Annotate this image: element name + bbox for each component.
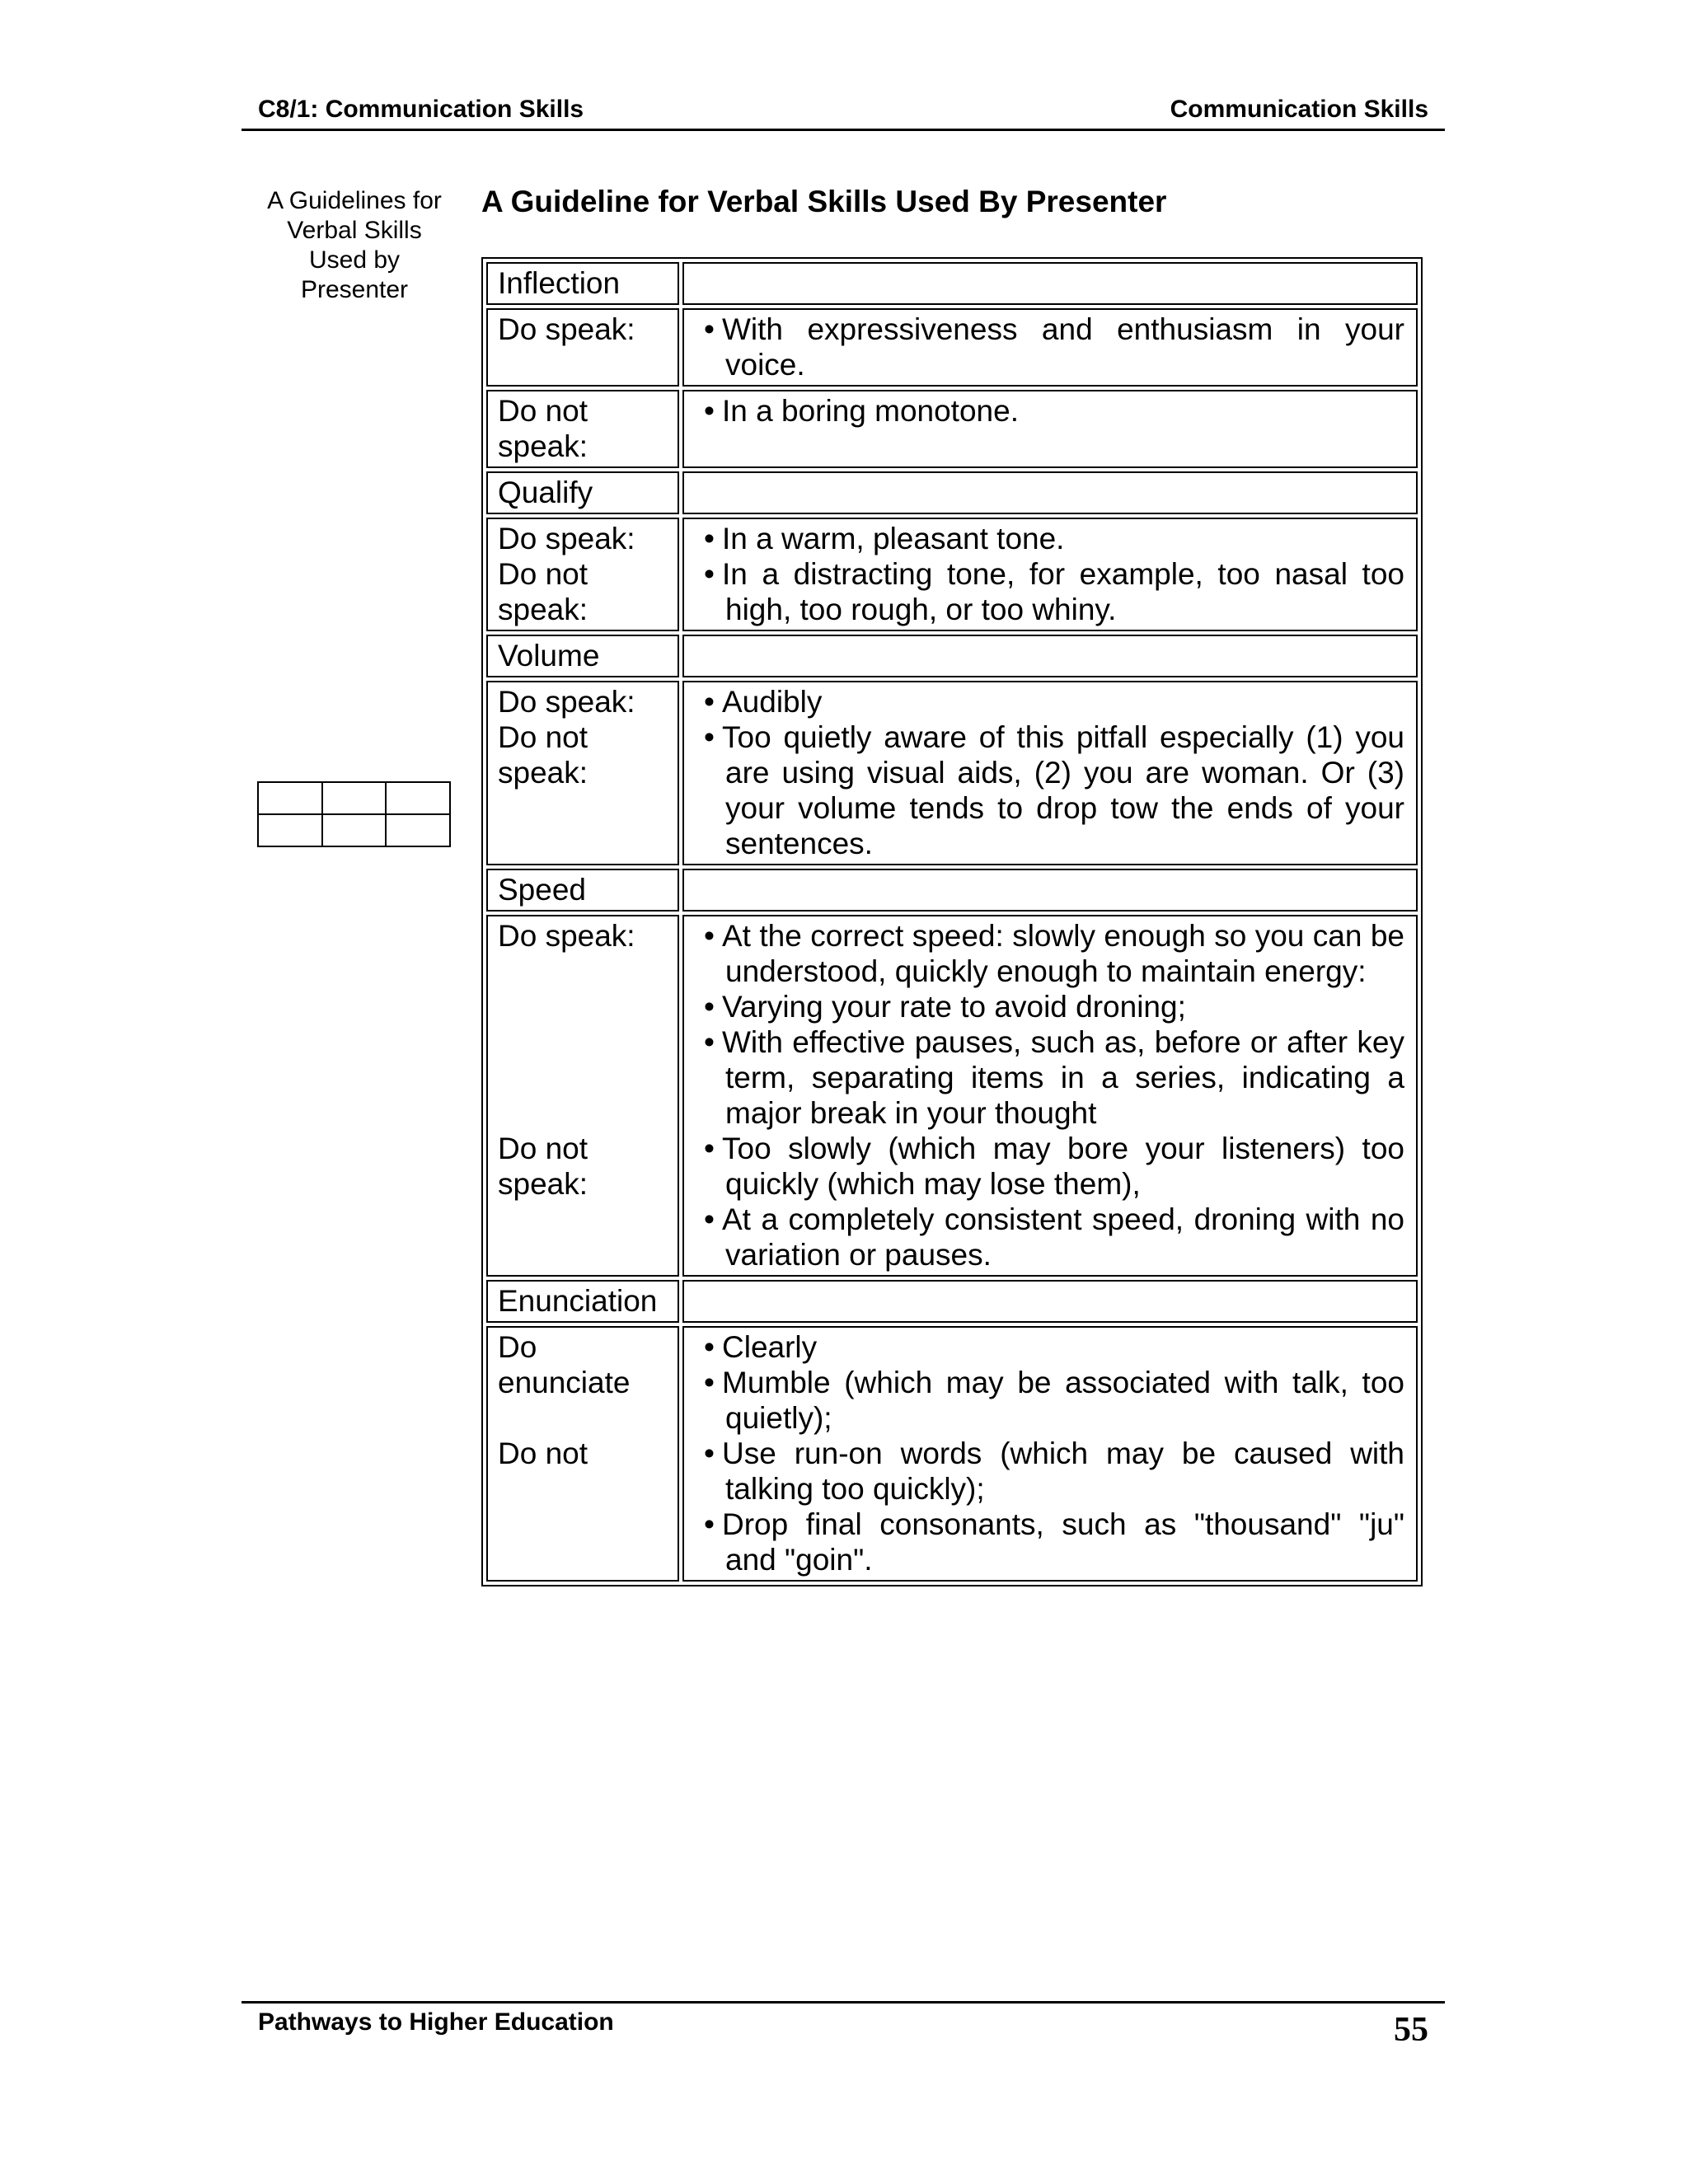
bullet-item	[696, 1202, 1404, 1272]
row-content-cell	[682, 471, 1418, 514]
bullet-icon: •	[704, 1202, 715, 1236]
bullet-icon: •	[704, 919, 715, 953]
bullet-text: With expressiveness and enthusiasm in your voice.	[722, 312, 1404, 382]
bullet-item	[696, 1329, 1404, 1365]
bullet-icon: •	[704, 1330, 715, 1364]
table-row	[486, 635, 1418, 677]
row-label-cell	[486, 390, 679, 468]
page-header	[241, 92, 1445, 131]
row-label	[498, 989, 666, 1024]
bullet-icon: •	[704, 990, 715, 1024]
row-content-cell	[682, 915, 1418, 1277]
bullet-icon: •	[704, 1366, 715, 1399]
row-label-cell	[486, 915, 679, 1277]
row-label: Do	[498, 1330, 537, 1364]
row-label-cell	[486, 308, 679, 387]
row-label: Do speak:	[498, 522, 635, 555]
row-content-cell	[682, 1280, 1418, 1323]
bullet-text: Mumble (which may be associated with talk, too quietly);	[722, 1366, 1404, 1435]
row-label: speak:	[498, 429, 588, 463]
row-label: Do not	[498, 720, 588, 754]
page-number: 55	[1394, 2011, 1428, 2049]
table-row	[486, 681, 1418, 865]
table-row	[486, 1280, 1418, 1323]
bullet-icon: •	[704, 557, 715, 591]
row-content-cell	[682, 635, 1418, 677]
row-label: Do not	[498, 557, 588, 591]
bullet-text: At the correct speed: slowly enough so you can be understood, quickly enough to maintain energy:	[722, 919, 1404, 988]
row-label: Do speak:	[498, 685, 635, 719]
row-label-cell	[486, 1280, 679, 1323]
bullet-text: In a distracting tone, for example, too nasal too high, too rough, or too whiny.	[722, 557, 1404, 626]
bullet-icon: •	[704, 312, 715, 346]
bullet-text: Audibly	[722, 685, 823, 719]
bullet-item	[696, 1131, 1404, 1202]
row-content-cell	[682, 681, 1418, 865]
bullet-text: With effective pauses, such as, before or after key term, separating items in a series, indicating a major break in your thought	[722, 1025, 1404, 1130]
row-label: speak:	[498, 593, 588, 626]
header-course-code: C8/1: Communication Skills	[258, 96, 584, 123]
bullet-item	[696, 556, 1404, 627]
bullet-item	[696, 1365, 1404, 1436]
footer-book-title: Pathways to Higher Education	[258, 2008, 614, 2036]
grid-cell	[386, 814, 450, 846]
row-label-cell	[486, 635, 679, 677]
row-label: speak:	[498, 756, 588, 790]
bullet-icon: •	[704, 720, 715, 754]
row-label	[498, 1060, 666, 1095]
bullet-icon: •	[704, 1507, 715, 1541]
row-content-cell	[682, 869, 1418, 912]
row-label: Enunciation	[498, 1284, 658, 1318]
table-row	[486, 390, 1418, 468]
page-footer	[241, 2001, 1445, 2049]
bullet-item	[696, 1436, 1404, 1507]
table-row	[486, 869, 1418, 912]
bullet-text: Too quietly aware of this pitfall especially (1) you are using visual aids, (2) you are woman. Or (3) your volume tends to drop tow the ends of your sentences.	[722, 720, 1404, 860]
row-label: Do not	[498, 1436, 588, 1470]
grid-cell	[386, 782, 450, 814]
bullet-item	[696, 1507, 1404, 1577]
bullet-icon: •	[704, 685, 715, 719]
table-row	[486, 308, 1418, 387]
row-label: speak:	[498, 1167, 588, 1201]
bullet-icon: •	[704, 1436, 715, 1470]
row-content-cell	[682, 1326, 1418, 1582]
row-label: Volume	[498, 639, 600, 673]
table-body	[486, 262, 1418, 1582]
row-label: Qualify	[498, 476, 593, 509]
bullet-item	[696, 918, 1404, 989]
bullet-icon: •	[704, 1025, 715, 1059]
table-row	[486, 915, 1418, 1277]
bullet-icon: •	[704, 522, 715, 555]
header-section-title: Communication Skills	[1170, 96, 1428, 123]
bullet-item	[696, 1024, 1404, 1131]
row-content-cell	[682, 308, 1418, 387]
margin-note: A Guidelines for Verbal Skills Used by Presenter	[267, 187, 442, 303]
row-label	[498, 1095, 666, 1131]
margin-grid-decoration	[257, 781, 451, 847]
row-label: Do speak:	[498, 312, 635, 346]
row-label-cell	[486, 681, 679, 865]
table-row	[486, 471, 1418, 514]
row-label-cell	[486, 262, 679, 305]
bullet-icon: •	[704, 1132, 715, 1165]
verbal-skills-table	[481, 257, 1423, 1586]
bullet-item	[696, 312, 1404, 382]
page-title: A Guideline for Verbal Skills Used By Presenter	[481, 185, 1167, 218]
row-label	[498, 1400, 666, 1436]
grid-cell	[258, 814, 322, 846]
row-label-cell	[486, 471, 679, 514]
bullet-text: In a boring monotone.	[722, 394, 1019, 428]
row-label: Speed	[498, 873, 586, 907]
row-label: Do speak:	[498, 919, 635, 953]
bullet-item	[696, 393, 1404, 429]
bullet-text: Use run-on words (which may be caused with talking too quickly);	[722, 1436, 1404, 1506]
grid-cell	[258, 782, 322, 814]
row-label	[498, 1024, 666, 1060]
row-label	[498, 954, 666, 989]
row-content-cell	[682, 262, 1418, 305]
bullet-item	[696, 719, 1404, 861]
bullet-text: In a warm, pleasant tone.	[722, 522, 1065, 555]
bullet-item	[696, 989, 1404, 1024]
row-label: Inflection	[498, 266, 621, 300]
row-content-cell	[682, 390, 1418, 468]
grid-cell	[322, 782, 387, 814]
row-label: Do not	[498, 394, 588, 428]
bullet-text: Varying your rate to avoid droning;	[722, 990, 1186, 1024]
table-row	[486, 262, 1418, 305]
bullet-text: Too slowly (which may bore your listeners) too quickly (which may lose them),	[722, 1132, 1404, 1201]
bullet-icon: •	[704, 394, 715, 428]
row-label-cell	[486, 1326, 679, 1582]
row-label: enunciate	[498, 1366, 631, 1399]
row-label: Do not	[498, 1132, 588, 1165]
bullet-item	[696, 684, 1404, 719]
bullet-text: Drop final consonants, such as "thousand" "ju" and "goin".	[722, 1507, 1404, 1577]
row-label-cell	[486, 869, 679, 912]
table-row	[486, 1326, 1418, 1582]
bullet-item	[696, 521, 1404, 556]
row-content-cell	[682, 518, 1418, 631]
bullet-text: At a completely consistent speed, droning with no variation or pauses.	[722, 1202, 1404, 1272]
table-row	[486, 518, 1418, 631]
grid-cell	[322, 814, 387, 846]
bullet-text: Clearly	[722, 1330, 818, 1364]
row-label-cell	[486, 518, 679, 631]
